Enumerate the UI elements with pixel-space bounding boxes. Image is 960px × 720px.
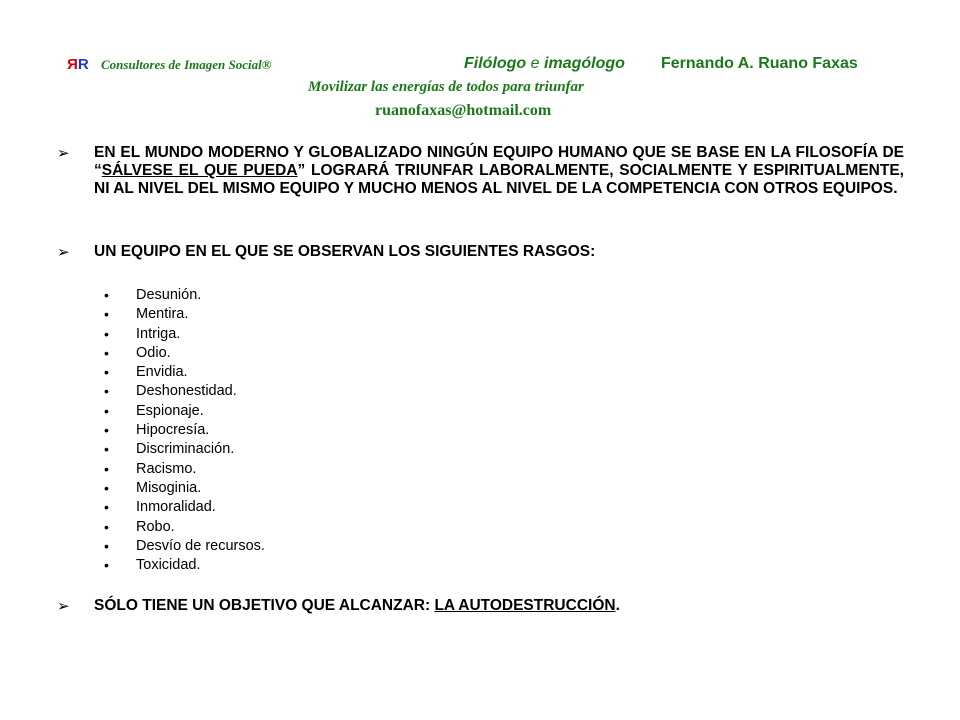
trait-label: Desvío de recursos. (136, 537, 265, 554)
point-3-text-b: . (615, 597, 620, 614)
trait-label: Hipocresía. (136, 422, 210, 439)
bullet-dot-icon: • (104, 499, 109, 516)
arrow-bullet-icon: ➢ (57, 598, 70, 615)
bullet-dot-icon: • (104, 441, 109, 458)
list-item (104, 286, 265, 305)
point-3 (94, 597, 904, 615)
company-logo (67, 56, 89, 73)
bullet-dot-icon: • (104, 344, 109, 361)
list-item (104, 344, 265, 363)
bullet-dot-icon: • (104, 479, 109, 496)
slogan: Movilizar las energías de todos para triunfar (308, 79, 584, 95)
role-philologist: Filólogo (464, 55, 527, 72)
list-item (104, 382, 265, 401)
author-name: Fernando A. Ruano Faxas (661, 55, 858, 72)
list-item (104, 325, 265, 344)
list-item (104, 305, 265, 324)
logo-letter: R (77, 56, 89, 73)
document-header (0, 0, 960, 130)
arrow-bullet-icon: ➢ (57, 145, 70, 162)
list-item (104, 440, 265, 459)
list-item (104, 402, 265, 421)
bullet-dot-icon: • (104, 422, 109, 439)
point-1-emphasis: SÁLVESE EL QUE PUEDA (101, 162, 298, 179)
list-item (104, 537, 265, 556)
bullet-dot-icon: • (104, 537, 109, 554)
role-conjunction: e (530, 55, 540, 72)
trait-label: Inmoralidad. (136, 499, 216, 516)
list-item (104, 479, 265, 498)
list-item (104, 556, 265, 575)
contact-email: ruanofaxas@hotmail.com (375, 102, 552, 119)
trait-label: Desunión. (136, 287, 202, 303)
company-name: Consultores de Imagen Social® (101, 57, 272, 72)
list-item (104, 363, 265, 382)
bullet-dot-icon: • (104, 287, 109, 303)
trait-label: Racismo. (136, 460, 197, 477)
arrow-bullet-icon: ➢ (57, 244, 70, 261)
author-role (464, 55, 625, 73)
logo-letter-mirrored: R (67, 56, 78, 73)
list-item (104, 421, 265, 440)
trait-label: Toxicidad. (136, 557, 201, 574)
bullet-dot-icon: • (104, 383, 109, 400)
trait-label: Discriminación. (136, 441, 235, 458)
point-1 (94, 144, 904, 198)
point-1-text-b: ” LOGRARÁ TRIUNFAR LABORALMENTE, SOCIALMENTE Y ESPIRITUALMENTE, NI AL NIVEL DEL MISMO EQUIPO Y MUCHO MENOS AL NIVEL DE LA COMPETENCIA CON OTROS EQUIPOS. (94, 162, 904, 197)
trait-label: Odio. (136, 344, 171, 361)
traits-list (104, 286, 265, 575)
point-1-text-a: EN EL MUNDO MODERNO Y GLOBALIZADO NINGÚN EQUIPO HUMANO QUE SE BASE EN LA FILOSOFÍA DE “ (94, 144, 904, 179)
bullet-dot-icon: • (104, 306, 109, 323)
bullet-dot-icon: • (104, 557, 109, 574)
trait-label: Envidia. (136, 364, 188, 381)
list-item (104, 518, 265, 537)
point-2 (94, 243, 904, 261)
trait-label: Misoginia. (136, 479, 202, 496)
trait-label: Robo. (136, 518, 175, 535)
role-imageologist: imagólogo (544, 55, 625, 72)
point-2-text: UN EQUIPO EN EL QUE SE OBSERVAN LOS SIGUIENTES RASGOS: (94, 243, 596, 260)
list-item (104, 498, 265, 517)
bullet-dot-icon: • (104, 325, 109, 342)
point-3-text-a: SÓLO TIENE UN OBJETIVO QUE ALCANZAR: (94, 597, 435, 614)
trait-label: Mentira. (136, 306, 189, 323)
point-3-emphasis: LA AUTODESTRUCCIÓN (434, 597, 616, 614)
trait-label: Espionaje. (136, 402, 204, 419)
bullet-dot-icon: • (104, 364, 109, 381)
trait-label: Deshonestidad. (136, 383, 237, 400)
bullet-dot-icon: • (104, 518, 109, 535)
trait-label: Intriga. (136, 325, 181, 342)
bullet-dot-icon: • (104, 402, 109, 419)
bullet-dot-icon: • (104, 460, 109, 477)
list-item (104, 460, 265, 479)
